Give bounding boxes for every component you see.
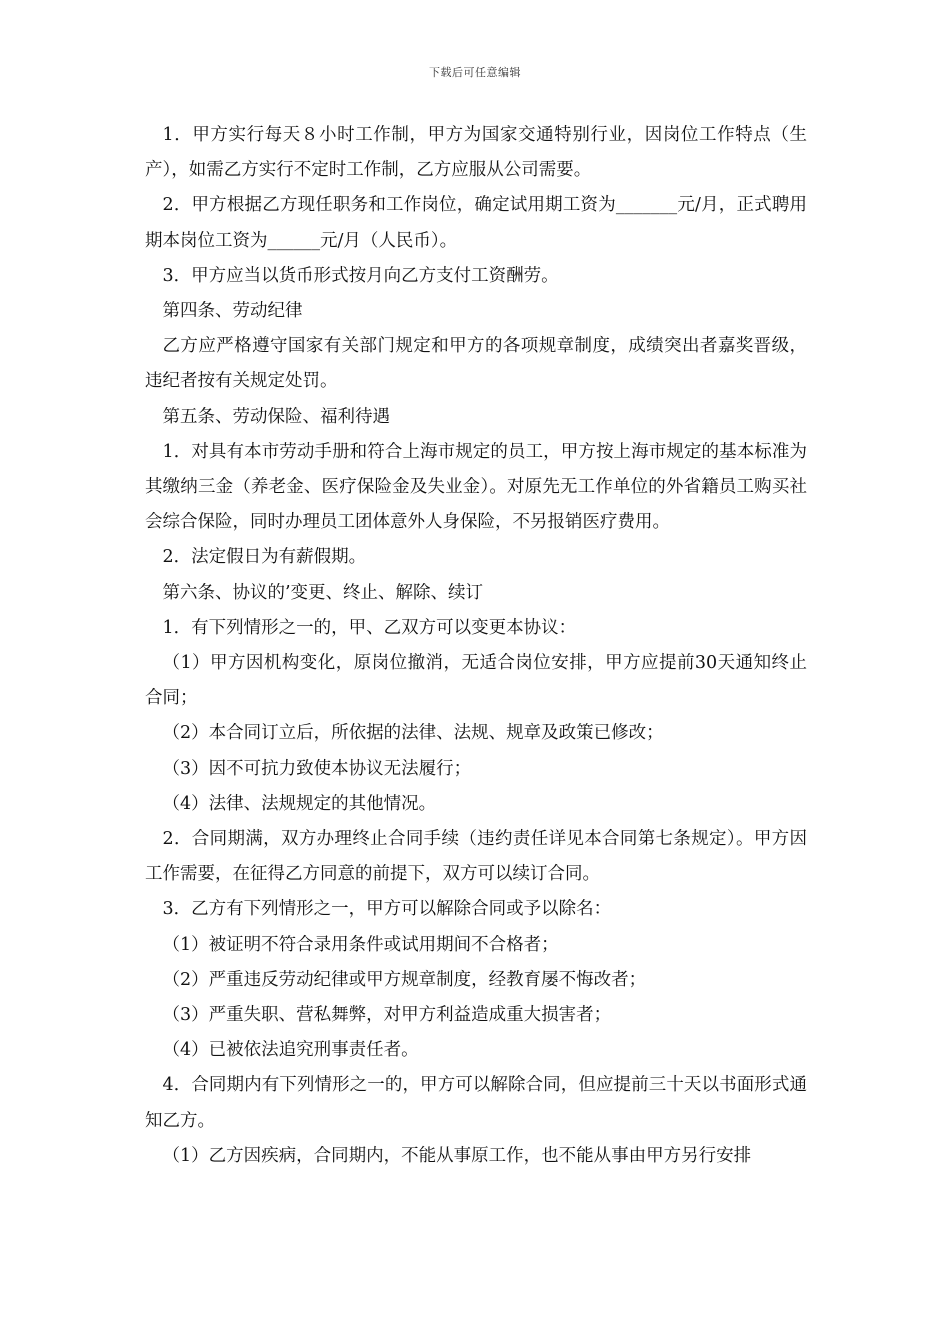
list-item: （4）法律、法规规定的其他情况。 <box>162 793 437 814</box>
list-item: （2）本合同订立后，所依据的法律、法规、规章及政策已修改； <box>162 723 664 744</box>
paragraph: 2．合同期满，双方办理终止合同手续（违约责任详见本合同第七条规定）。甲方因工作需要，在征得乙方同意的前提下，双方可以续订合同。 <box>145 829 807 885</box>
paragraph: 4．合同期内有下列情形之一的，甲方可以解除合同，但应提前三十天以书面形式通知乙方。 <box>145 1075 807 1131</box>
paragraph: 1．有下列情形之一的，甲、乙双方可以变更本协议： <box>162 617 577 638</box>
list-item: （3）因不可抗力致使本协议无法履行； <box>162 758 472 779</box>
paragraph: 2．甲方根据乙方现任职务和工作岗位，确定试用期工资为_______元/月，正式聘用期本岗位工资为______元/月（人民币）。 <box>145 195 807 251</box>
paragraph: 2．法定假日为有薪假期。 <box>162 547 367 568</box>
paragraph: 1．对具有本市劳动手册和符合上海市规定的员工，甲方按上海市规定的基本标准为其缴纳三金（养老金、医疗保险金及失业金）。对原先无工作单位的外省籍员工购买社会综合保险，同时办理员工团体意外人身保险，不另报销医疗费用。 <box>145 441 807 533</box>
section-heading: 第五条、劳动保险、福利待遇 <box>162 406 390 427</box>
paragraph: 3．甲方应当以货币形式按月向乙方支付工资酬劳。 <box>162 265 559 286</box>
document-body <box>145 118 807 1174</box>
list-item: （4）已被依法追究刑事责任者。 <box>162 1040 419 1061</box>
header-note: 下载后可任意编辑 <box>429 66 521 79</box>
section-heading: 第六条、协议的’变更、终止、解除、续订 <box>162 582 484 603</box>
paragraph: 乙方应严格遵守国家有关部门规定和甲方的各项规章制度，成绩突出者嘉奖晋级，违纪者按有关规定处罚。 <box>145 336 807 392</box>
section-heading: 第四条、劳动纪律 <box>162 301 303 322</box>
list-item: （1）乙方因疾病，合同期内，不能从事原工作，也不能从事由甲方另行安排 <box>162 1145 752 1166</box>
list-item: （1）被证明不符合录用条件或试用期间不合格者； <box>162 934 559 955</box>
list-item: （3）严重失职、营私舞弊，对甲方利益造成重大损害者； <box>162 1005 612 1026</box>
paragraph: 1．甲方实行每天８小时工作制，甲方为国家交通特别行业，因岗位工作特点（生产），如需乙方实行不定时工作制，乙方应服从公司需要。 <box>145 125 807 181</box>
paragraph: 3．乙方有下列情形之一，甲方可以解除合同或予以除名： <box>162 899 612 920</box>
list-item: （1）甲方因机构变化，原岗位撤消，无适合岗位安排，甲方应提前30天通知终止合同； <box>145 653 807 709</box>
list-item: （2）严重违反劳动纪律或甲方规章制度，经教育屡不悔改者； <box>162 969 647 990</box>
